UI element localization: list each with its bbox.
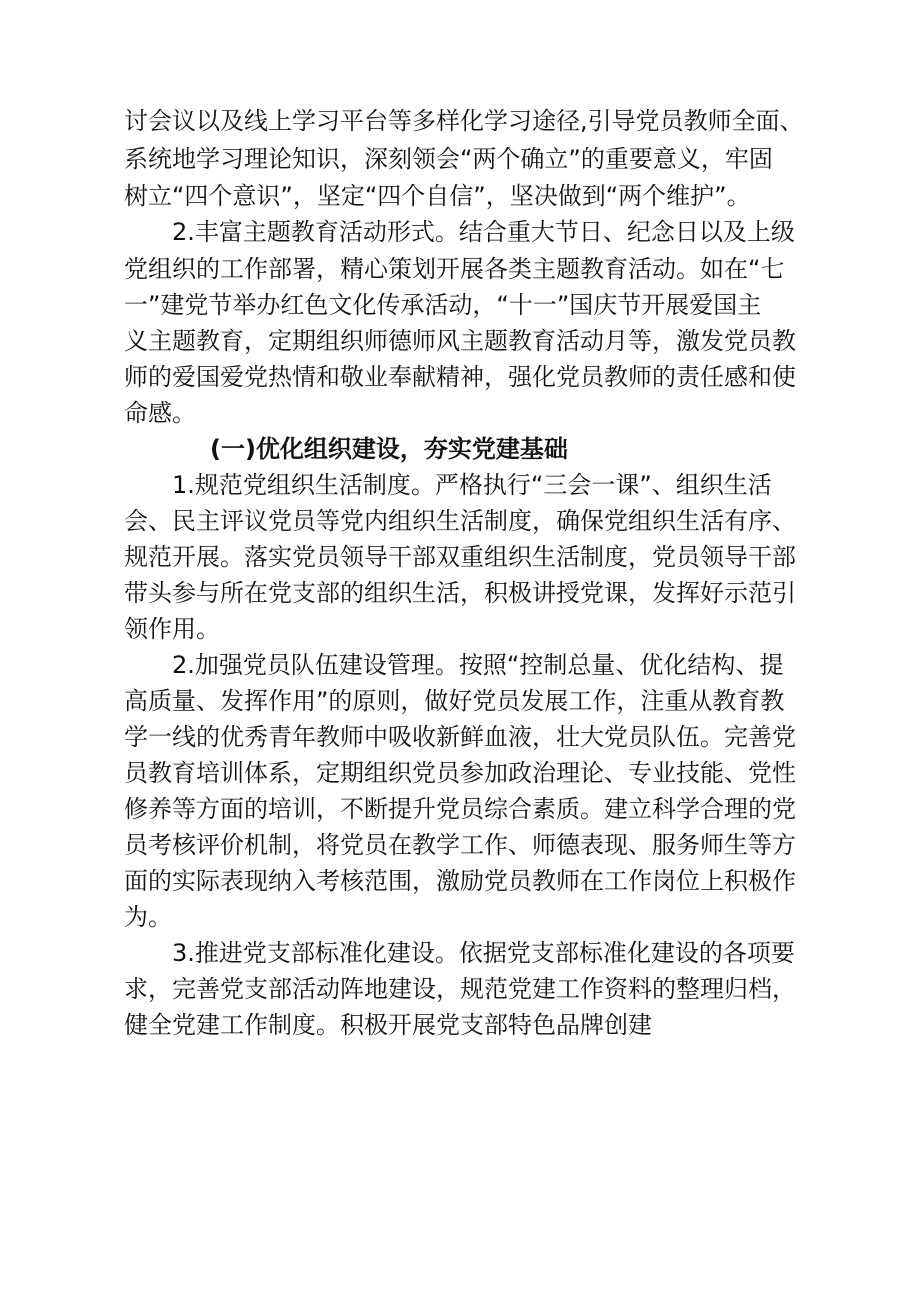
text-line: 求，完善党支部活动阵地建设，规范党建工作资料的整理归档， bbox=[124, 975, 796, 1003]
text-line: 领作用。 bbox=[124, 615, 220, 643]
text-line: 讨会议以及线上学习平台等多样化学习途径,引导党员教师全面、 bbox=[124, 107, 804, 135]
paragraph-start-line: 2.加强党员队伍建设管理。按照“控制总量、优化结构、提 bbox=[172, 651, 784, 679]
text-line: 面的实际表现纳入考核范围，激励党员教师在工作岗位上积极作 bbox=[124, 867, 796, 895]
section-heading: (一)优化组织建设，夯实党建基础 bbox=[210, 435, 568, 463]
text-line: 规范开展。落实党员领导干部双重组织生活制度，党员领导干部 bbox=[124, 543, 796, 571]
text-line: 高质量、发挥作用”的原则，做好党员发展工作，注重从教育教 bbox=[124, 687, 785, 715]
paragraph-start-line: 1.规范党组织生活制度。严格执行“三会一课”、组织生活 bbox=[172, 471, 772, 499]
text-line: 员考核评价机制，将党员在教学工作、师德表现、服务师生等方 bbox=[124, 831, 796, 859]
text-line: 树立“四个意识”，坚定“四个自信”，坚决做到“两个维护”。 bbox=[124, 182, 751, 210]
text-line: 会、民主评议党员等党内组织生活制度，确保党组织生活有序、 bbox=[124, 507, 796, 535]
text-line: 义主题教育，定期组织师德师风主题教育活动月等，激发党员教 bbox=[124, 327, 796, 355]
paragraph-start-line: 2.丰富主题教育活动形式。结合重大节日、纪念日以及上级 bbox=[172, 218, 795, 246]
text-line: 学一线的优秀青年教师中吸收新鲜血液，壮大党员队伍。完善党 bbox=[124, 723, 796, 751]
text-line: 党组织的工作部署，精心策划开展各类主题教育活动。如在“七 bbox=[124, 255, 785, 283]
text-line: 为。 bbox=[124, 903, 172, 931]
text-line: 员教育培训体系，定期组织党员参加政治理论、专业技能、党性 bbox=[124, 759, 796, 787]
paragraph-start-line: 3.推进党支部标准化建设。依据党支部标准化建设的各项要 bbox=[172, 939, 795, 967]
text-line: 带头参与所在党支部的组织生活，积极讲授党课，发挥好示范引 bbox=[124, 579, 796, 607]
text-line: 系统地学习理论知识，深刻领会“两个确立”的重要意义，牢固 bbox=[124, 145, 773, 173]
text-line: 一”建党节举办红色文化传承活动，“十一”国庆节开展爱国主 bbox=[124, 291, 762, 319]
text-line: 健全党建工作制度。积极开展党支部特色品牌创建 bbox=[124, 1011, 652, 1039]
text-line: 命感。 bbox=[124, 399, 196, 427]
text-line: 师的爱国爱党热情和敬业奉献精神，强化党员教师的责任感和使 bbox=[124, 363, 796, 391]
text-line: 修养等方面的培训，不断提升党员综合素质。建立科学合理的党 bbox=[124, 795, 796, 823]
